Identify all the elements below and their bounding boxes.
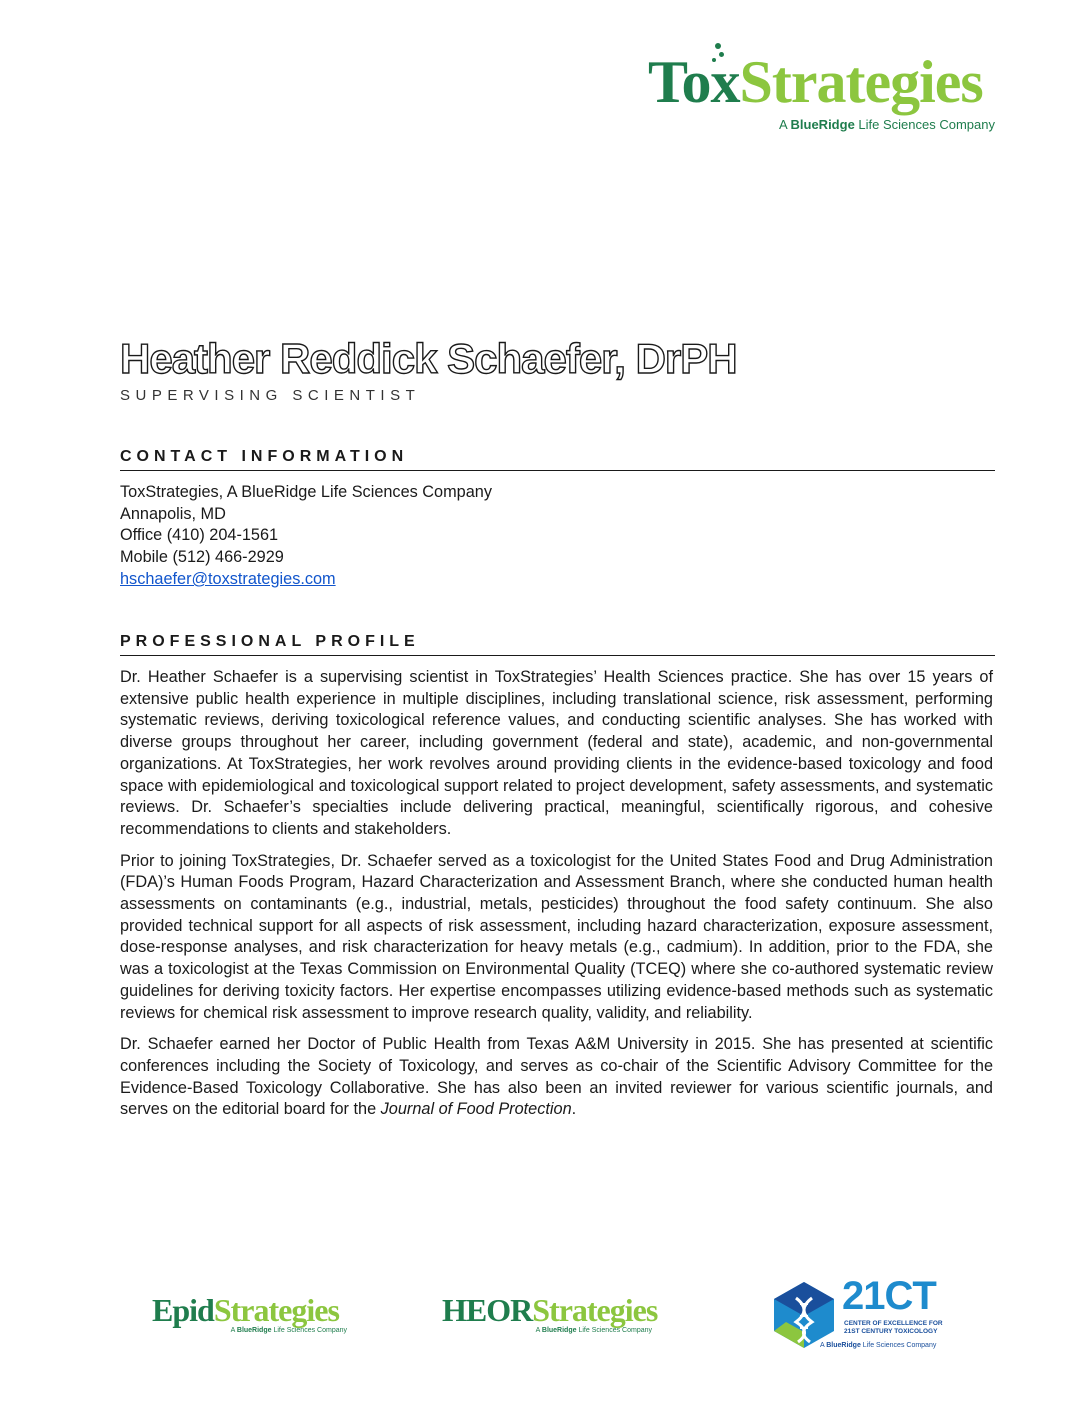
journal-title: Journal of Food Protection <box>380 1100 572 1119</box>
contact-company: ToxStrategies, A BlueRidge Life Sciences Company <box>120 483 492 501</box>
contact-block <box>120 482 492 591</box>
profile-paragraph-1: Dr. Heather Schaefer is a supervising scientist in ToxStrategies’ Health Sciences practice. She has over 15 years of extensive public health experience in multiple disciplines, including translational science, risk assessment, performing systematic reviews, deriving toxicological reference values, and conducting scientific analyses. She has worked with diverse groups throughout her career, including government (federal and state), academic, and non-governmental organizations. At ToxStrategies, her work revolves around providing clients in the evidence-based toxicology and food space with epidemiological and toxicological support related to project development, safety assessments, and systematic reviews. Dr. Schaefer’s specialties include delivering practical, meaningful, scientifically rigorous, and cohesive recommendations to clients and stakeholders. <box>120 668 993 838</box>
logo-tagline: A BlueRidge Life Sciences Company <box>778 117 995 132</box>
toxstrategies-logo <box>640 40 1010 140</box>
contact-office-phone: Office (410) 204-1561 <box>120 526 279 545</box>
profile-heading: PROFESSIONAL PROFILE <box>120 633 995 656</box>
contact-mobile-phone: Mobile (512) 466-2929 <box>120 548 284 567</box>
contact-location: Annapolis, MD <box>120 504 226 523</box>
epidstrategies-logo: EpidStrategies A BlueRidge Life Sciences Company <box>152 1292 347 1334</box>
logo-wordmark: ToxStrategies <box>648 49 983 115</box>
21ct-hexagon-dna-icon <box>772 1280 836 1350</box>
contact-heading: CONTACT INFORMATION <box>120 448 995 471</box>
21ct-wordmark: 21CT <box>842 1274 936 1318</box>
contact-email-link[interactable]: hschaefer@toxstrategies.com <box>120 569 336 588</box>
person-name: Heather Reddick Schaefer, DrPH <box>120 335 737 382</box>
person-title: SUPERVISING SCIENTIST <box>120 387 421 404</box>
profile-paragraph-3: Dr. Schaefer earned her Doctor of Public Health from Texas A&M University in 2015. She has presented at scientific conferences including the Society of Toxicology, and serves as co-chair of the Scientific Advisory Committee for the Evidence-Based Toxicology Collaborative. She has also been an invited reviewer for various scientific journals, and serves on the editorial board for the Journal of Food Protection. <box>120 1035 993 1119</box>
21ct-logo: 21CT CENTER OF EXCELLENCE FOR 21ST CENTURY TOXICOLOGY A BlueRidge Life Sciences Company <box>772 1280 962 1355</box>
heorstrategies-logo: HEORStrategies A BlueRidge Life Sciences Company <box>442 1292 658 1334</box>
profile-paragraph-2: Prior to joining ToxStrategies, Dr. Schaefer served as a toxicologist for the United States Food and Drug Administration (FDA)’s Human Foods Program, Hazard Characterization and Assessment Branch, where she conducted human health assessments on contaminants (e.g., industrial, metals, pesticides) throughout the food safety continuum. She also provided technical support for all aspects of risk assessment, including hazard characterization, exposure assessment, dose-response analyses, and risk characterization for heavy metals (e.g., cadmium). In addition, prior to the FDA, she was a toxicologist at the Texas Commission on Environmental Quality (TCEQ) where she co-authored systematic review guidelines for deriving toxicity factors. Her expertise encompasses utilizing evidence-based methods such as systematic reviews for chemical risk assessment to improve research quality, validity, and reliability. <box>120 851 993 1022</box>
profile-block <box>120 667 993 1131</box>
